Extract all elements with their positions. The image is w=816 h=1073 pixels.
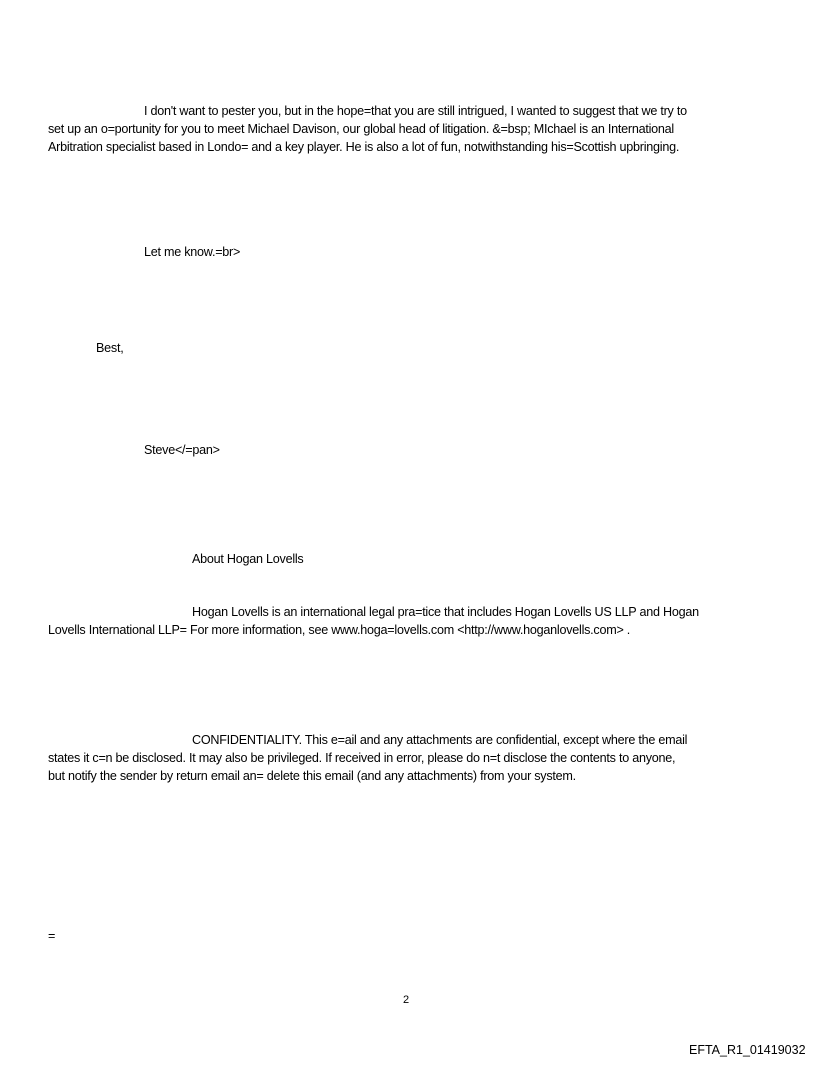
closing: Best, [96,341,124,355]
document-id: EFTA_R1_01419032 [689,1043,806,1057]
about-line: Lovells International LLP= For more information, see www.hoga=lovells.com <http://www.hoganlovells.com> . [48,623,631,637]
confidentiality-line: states it c=n be disclosed. It may also be privileged. If received in error, please do n=t disclose the contents to anyone, [48,751,676,765]
trailing-equals: = [48,929,56,943]
paragraph-line: I don't want to pester you, but in the hope=that you are still intrigued, I wanted to suggest that we try to [144,104,687,118]
page-number: 2 [403,994,410,1006]
about-line: Hogan Lovells is an international legal pra=tice that includes Hogan Lovells US LLP and Hogan [192,605,699,619]
confidentiality-line: CONFIDENTIALITY. This e=ail and any attachments are confidential, except where the email [192,733,688,747]
about-heading: About Hogan Lovells [192,552,304,566]
paragraph-line: set up an o=portunity for you to meet Michael Davison, our global head of litigation. &=bsp; MIchael is an International [48,122,674,136]
let-me-know-line: Let me know.=br> [144,245,241,259]
confidentiality-line: but notify the sender by return email an= delete this email (and any attachments) from your system. [48,769,576,783]
signature: Steve</=pan> [144,443,220,457]
paragraph-line: Arbitration specialist based in Londo= and a key player. He is also a lot of fun, notwithstanding his=Scottish upbringing. [48,140,680,154]
